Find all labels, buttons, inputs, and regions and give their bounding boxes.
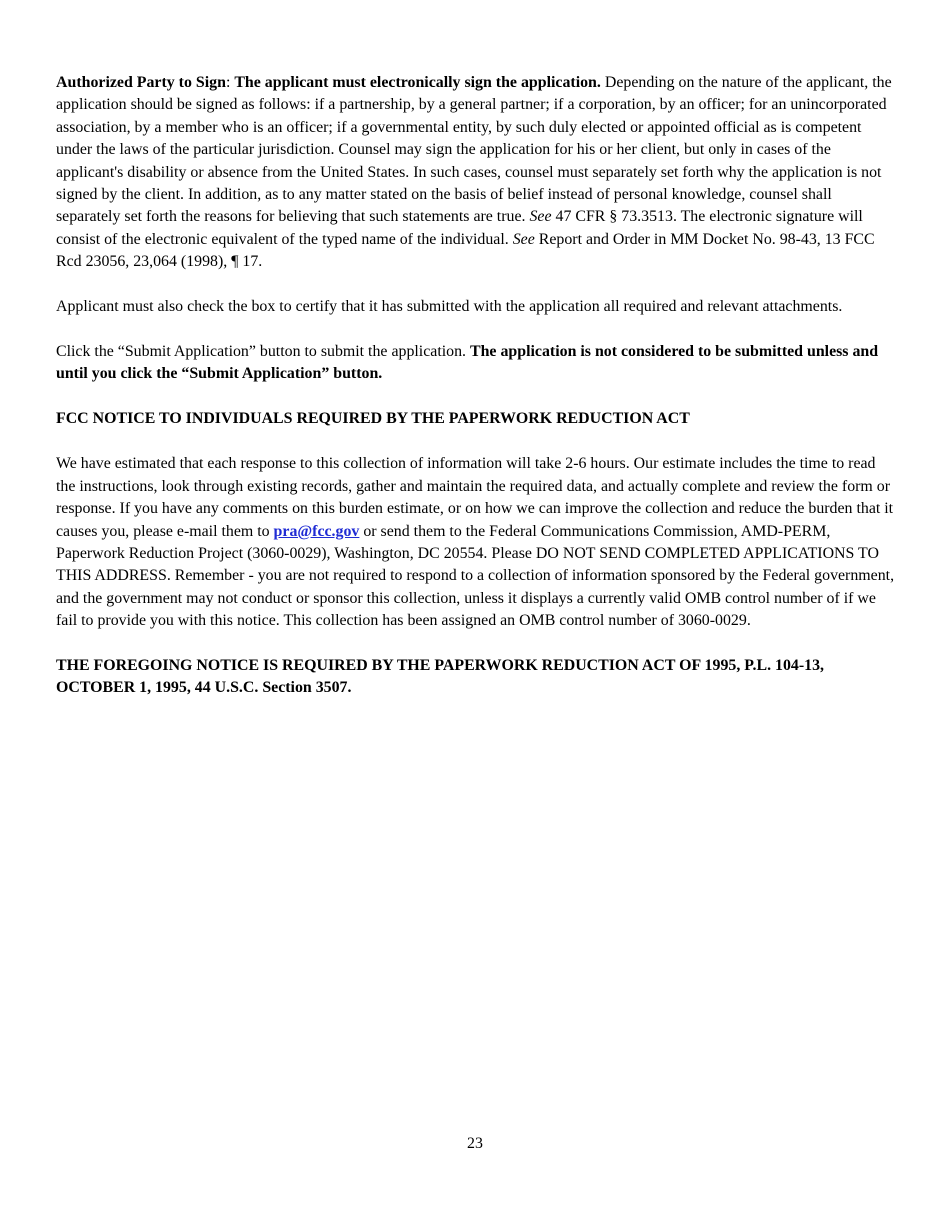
burden-text-1: We have estimated that each response to this collection of information will take 2-6 hours. Our estimate includes the time to read the instructions, look through existing records, gather and maintain the required data, and actually complete and review the form or response. If you have any comments on this burden estimate, or on how we can improve the collection and reduce the burden that it causes you, please e-mail them to (56, 455, 894, 540)
page-number: 23 (467, 1135, 483, 1152)
fcc-notice-heading: FCC NOTICE TO INDIVIDUALS REQUIRED BY THE PAPERWORK REDUCTION ACT (56, 410, 690, 428)
certify-paragraph (56, 296, 898, 318)
burden-estimate-paragraph (56, 453, 898, 632)
certify-text: Applicant must also check the box to certify that it has submitted with the application all required and relevant attachments. (56, 298, 843, 316)
authorized-party-text-1: Depending on the nature of the applicant, the application should be signed as follows: if a partnership, by a general partner; if a corporation, by an officer; for an unincorporated association, by a member who is an officer; if a governmental entity, by such duly elected or appointed official as is competent under the laws of the particular jurisdiction. Counsel may sign the application for his or her client, but only in cases of the applicant's disability or absence from the United States. In such cases, counsel must separately set forth why the application is not signed by the client. In addition, as to any matter stated on the basis of belief instead of personal knowledge, counsel shall separately set forth the reasons for believing that such statements are true. (56, 74, 892, 226)
see-reference-1: See (529, 208, 552, 226)
submit-warning: The application is not considered to be submitted unless and until you click the “Submit Application” button. (56, 343, 879, 383)
submit-paragraph (56, 341, 898, 386)
document-body (56, 72, 898, 722)
foregoing-notice: THE FOREGOING NOTICE IS REQUIRED BY THE PAPERWORK REDUCTION ACT OF 1995, P.L. 104-13, OCTOBER 1, 1995, 44 U.S.C. Section 3507. (56, 657, 825, 697)
authorized-party-paragraph (56, 72, 898, 274)
see-reference-2: See (512, 230, 535, 248)
authorized-party-colon: : (225, 74, 235, 91)
authorized-party-label: Authorized Party to Sign (56, 74, 226, 91)
submit-text: Click the “Submit Application” button to submit the application. (56, 343, 470, 361)
burden-text-2: or send them to the Federal Communications Commission, AMD-PERM, Paperwork Reduction Project (3060-0029), Washington, DC 20554. Please DO NOT SEND COMPLETED APPLICATIONS TO THIS ADDRESS. Remember - you are not required to respond to a collection of information sponsored by the Federal government, and the government may not conduct or sponsor this collection, unless it displays a currently valid OMB control number of if we fail to provide you with this notice. This collection has been assigned an OMB control number of 3060-0029. (56, 522, 895, 630)
electronic-sign-requirement: The applicant must electronically sign the application. (234, 74, 601, 91)
authorized-party-text-2: 47 CFR § 73.3513. The electronic signature will consist of the electronic equivalent of the typed name of the individual. (56, 208, 863, 248)
email-link[interactable]: pra@fcc.gov (273, 522, 360, 540)
authorized-party-text-3: Report and Order in MM Docket No. 98-43, 13 FCC Rcd 23056, 23,064 (1998), ¶ 17. (56, 230, 875, 271)
